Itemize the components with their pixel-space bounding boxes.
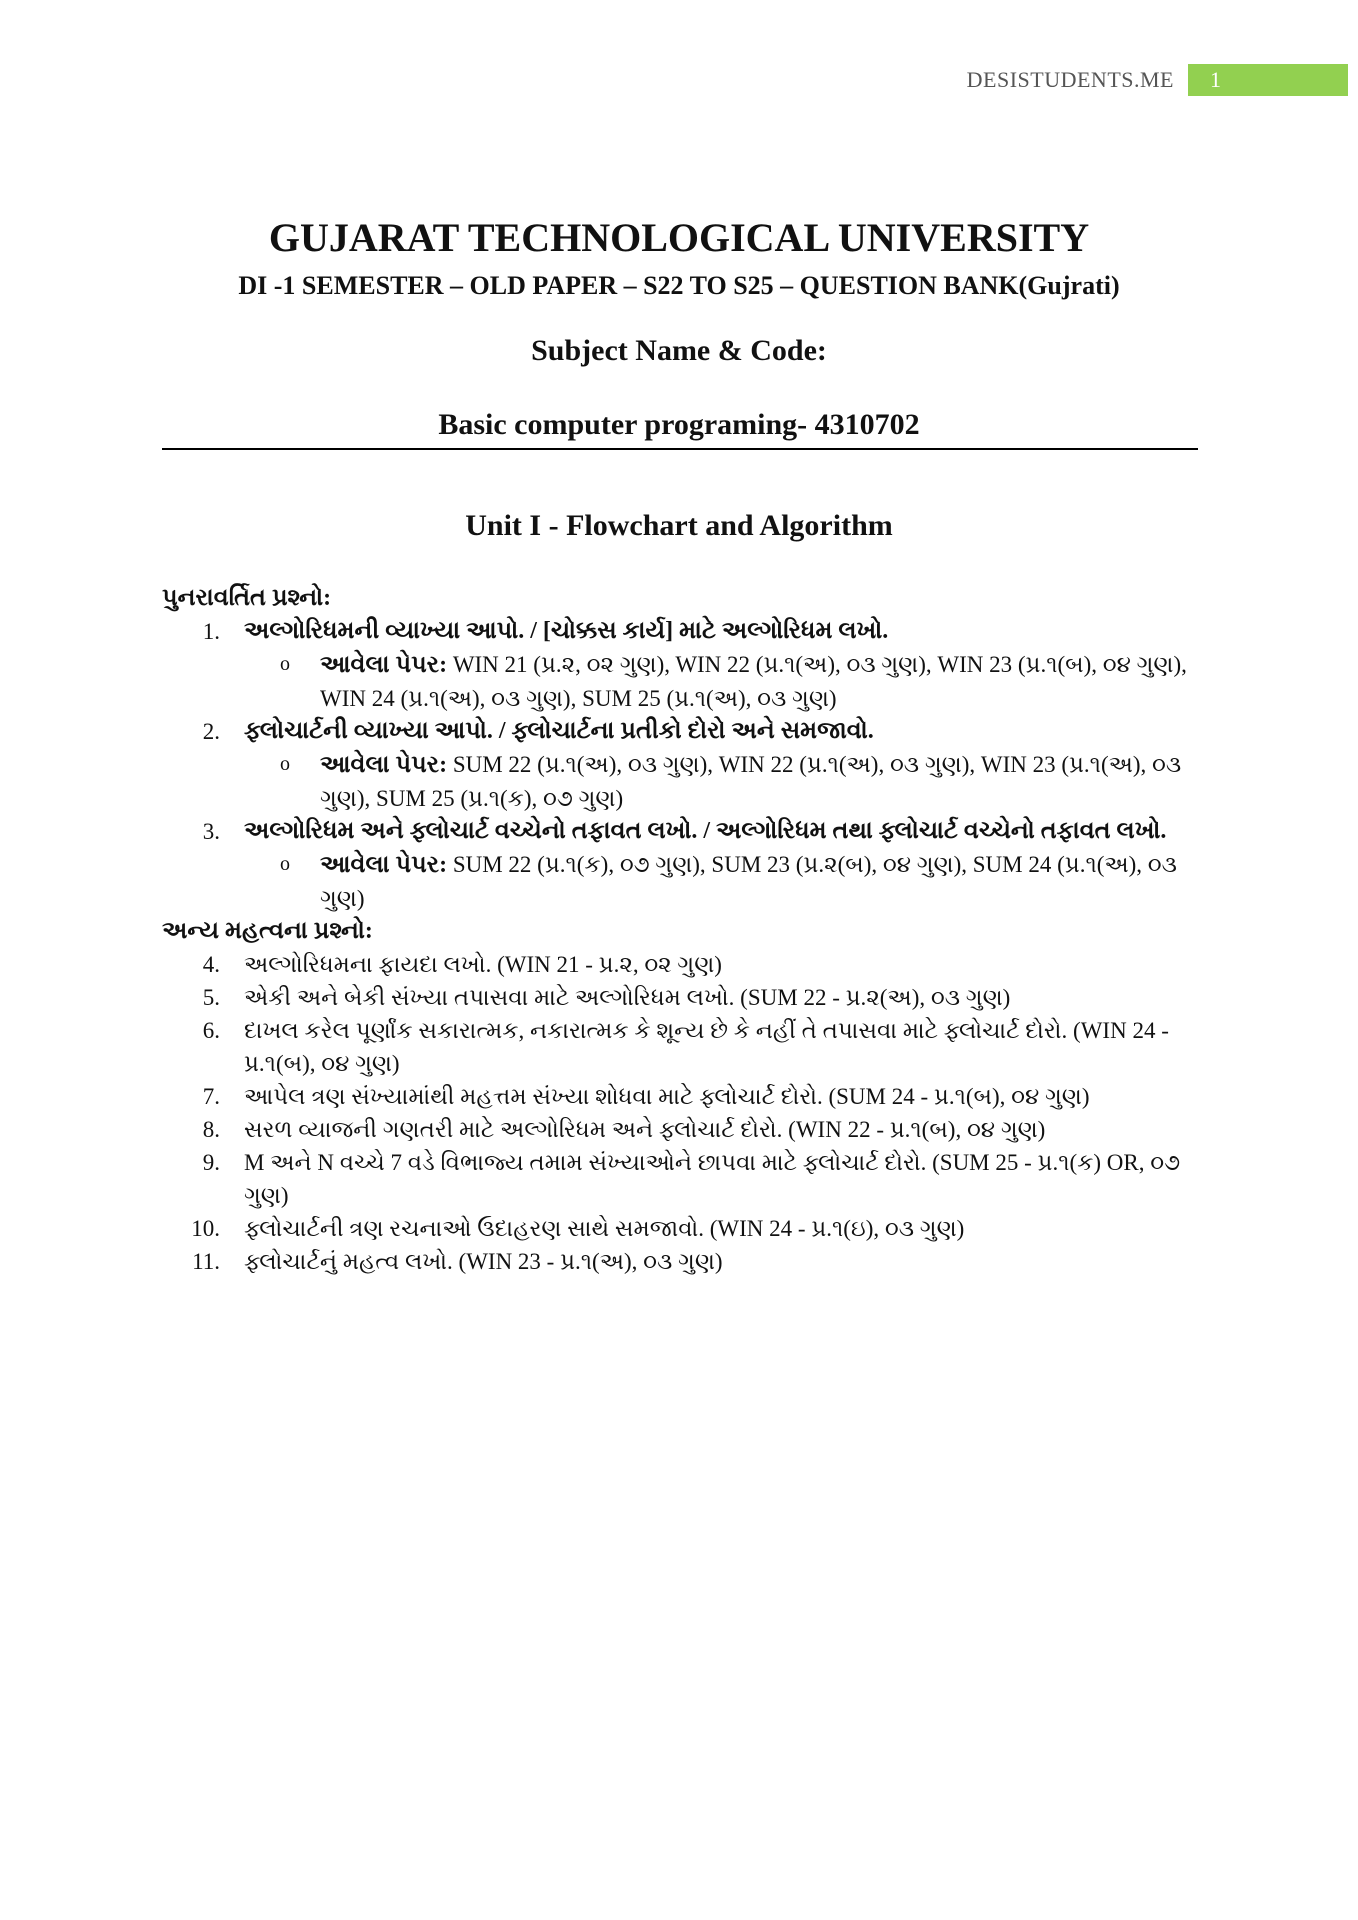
question-number: 10.	[191, 1216, 220, 1241]
paper-label: આવેલા પેપર:	[320, 652, 448, 678]
bullet-icon: o	[280, 853, 290, 875]
question-item	[162, 1014, 1222, 1080]
subject-value: Basic computer programing- 4310702	[438, 408, 920, 441]
question-text: અલ્ગોરિધમના ફાયદા લખો. (WIN 21 - પ્ર.૨, ૦૨ ગુણ)	[244, 952, 722, 977]
paper-line	[162, 748, 1222, 815]
question-item	[162, 948, 1222, 981]
question-item	[162, 1080, 1222, 1113]
question-item	[162, 1146, 1222, 1212]
question-text: M અને N વચ્ચે 7 વડે વિભાજ્ય તમામ સંખ્યાઓને છાપવા માટે ફ્લોચાર્ટ દોરો. (SUM 25 - પ્ર.૧(ક) OR, ૦૭ ગુણ)	[244, 1150, 1181, 1208]
question-list	[162, 582, 1222, 1278]
question-item	[162, 615, 1222, 648]
question-text: ફ્લોચાર્ટની વ્યાખ્યા આપો. / ફ્લોચાર્ટના પ્રતીકો દોરો અને સમજાવો.	[244, 718, 874, 744]
unit-title: Unit I - Flowchart and Algorithm	[465, 509, 893, 542]
repeated-heading: પુનરાવર્તિત પ્રશ્નો:	[162, 585, 332, 611]
other-heading: અન્ય મહત્વના પ્રશ્નો:	[162, 918, 373, 944]
question-text: ફ્લોચાર્ટનું મહત્વ લખો. (WIN 23 - પ્ર.૧(અ), ૦૩ ગુણ)	[244, 1249, 723, 1274]
question-text: એકી અને બેકી સંખ્યા તપાસવા માટે અલ્ગોરિધમ લખો. (SUM 22 - પ્ર.૨(અ), ૦૩ ગુણ)	[244, 985, 1011, 1010]
question-item	[162, 715, 1222, 748]
subject-label: Subject Name & Code:	[531, 334, 827, 367]
question-number: 8.	[202, 1117, 220, 1142]
question-text: આપેલ ત્રણ સંખ્યામાંથી મહત્તમ સંખ્યા શોધવા માટે ફ્લોચાર્ટ દોરો. (SUM 24 - પ્ર.૧(બ), ૦૪ ગુણ)	[244, 1084, 1090, 1109]
paper-list: SUM 22 (પ્ર.૧(અ), ૦૩ ગુણ), WIN 22 (પ્ર.૧(અ), ૦૩ ગુણ), WIN 23 (પ્ર.૧(અ), ૦૩ ગુણ), SUM 25 (પ્ર.૧(ક), ૦૭ ગુણ)	[320, 752, 1182, 811]
question-text: ફ્લોચાર્ટની ત્રણ રચનાઓ ઉદાહરણ સાથે સમજાવો. (WIN 24 - પ્ર.૧(ઇ), ૦૩ ગુણ)	[244, 1216, 965, 1241]
question-number: 6.	[202, 1018, 220, 1043]
bullet-icon: o	[280, 753, 290, 775]
question-text: અલ્ગોરિધમ અને ફ્લોચાર્ટ વચ્ચેનો તફાવત લખો. / અલ્ગોરિધમ તથા ફ્લોચાર્ટ વચ્ચેનો તફાવત લખો.	[244, 818, 1167, 844]
question-item	[162, 1212, 1222, 1245]
question-item	[162, 1245, 1222, 1278]
site-name: DESISTUDENTS.ME	[966, 67, 1174, 92]
question-text: દાખલ કરેલ પૂર્ણાંક સકારાત્મક, નકારાત્મક કે શૂન્ય છે કે નહીં તે તપાસવા માટે ફ્લોચાર્ટ દોરો. (WIN 24 - પ્ર.૧(બ), ૦૪ ગુણ)	[244, 1018, 1169, 1076]
question-number: 3.	[202, 819, 220, 844]
question-number: 4.	[202, 952, 220, 977]
question-item	[162, 815, 1222, 848]
question-item	[162, 981, 1222, 1014]
paper-label: આવેલા પેપર:	[320, 752, 448, 778]
question-number: 5.	[202, 985, 220, 1010]
question-item	[162, 1113, 1222, 1146]
paper-line	[162, 648, 1222, 715]
question-number: 11.	[192, 1249, 220, 1274]
paper-line	[162, 848, 1222, 915]
question-number: 1.	[202, 619, 220, 644]
question-text: સરળ વ્યાજની ગણતરી માટે અલ્ગોરિધમ અને ફ્લોચાર્ટ દોરો. (WIN 22 - પ્ર.૧(બ), ૦૪ ગુણ)	[244, 1117, 1046, 1142]
divider	[162, 448, 1198, 450]
question-number: 2.	[202, 719, 220, 744]
page-header	[967, 64, 1348, 96]
question-text: અલ્ગોરિધમની વ્યાખ્યા આપો. / [ચોક્કસ કાર્ય] માટે અલ્ગોરિધમ લખો.	[244, 618, 889, 644]
document-subtitle: DI -1 SEMESTER – OLD PAPER – S22 TO S25 – QUESTION BANK(Gujrati)	[238, 271, 1120, 300]
paper-list: WIN 21 (પ્ર.૨, ૦૨ ગુણ), WIN 22 (પ્ર.૧(અ), ૦૩ ગુણ), WIN 23 (પ્ર.૧(બ), ૦૪ ગુણ), WIN 24 (પ્ર.૧(અ), ૦૩ ગુણ), SUM 25 (પ્ર.૧(અ), ૦૩ ગુણ)	[320, 652, 1187, 711]
paper-list: SUM 22 (પ્ર.૧(ક), ૦૭ ગુણ), SUM 23 (પ્ર.૨(બ), ૦૪ ગુણ), SUM 24 (પ્ર.૧(અ), ૦૩ ગુણ)	[320, 852, 1177, 911]
question-number: 9.	[202, 1150, 220, 1175]
paper-label: આવેલા પેપર:	[320, 852, 448, 878]
document-title: GUJARAT TECHNOLOGICAL UNIVERSITY	[268, 215, 1090, 260]
bullet-icon: o	[280, 653, 290, 675]
page-number: 1	[1188, 64, 1348, 96]
question-number: 7.	[202, 1084, 220, 1109]
